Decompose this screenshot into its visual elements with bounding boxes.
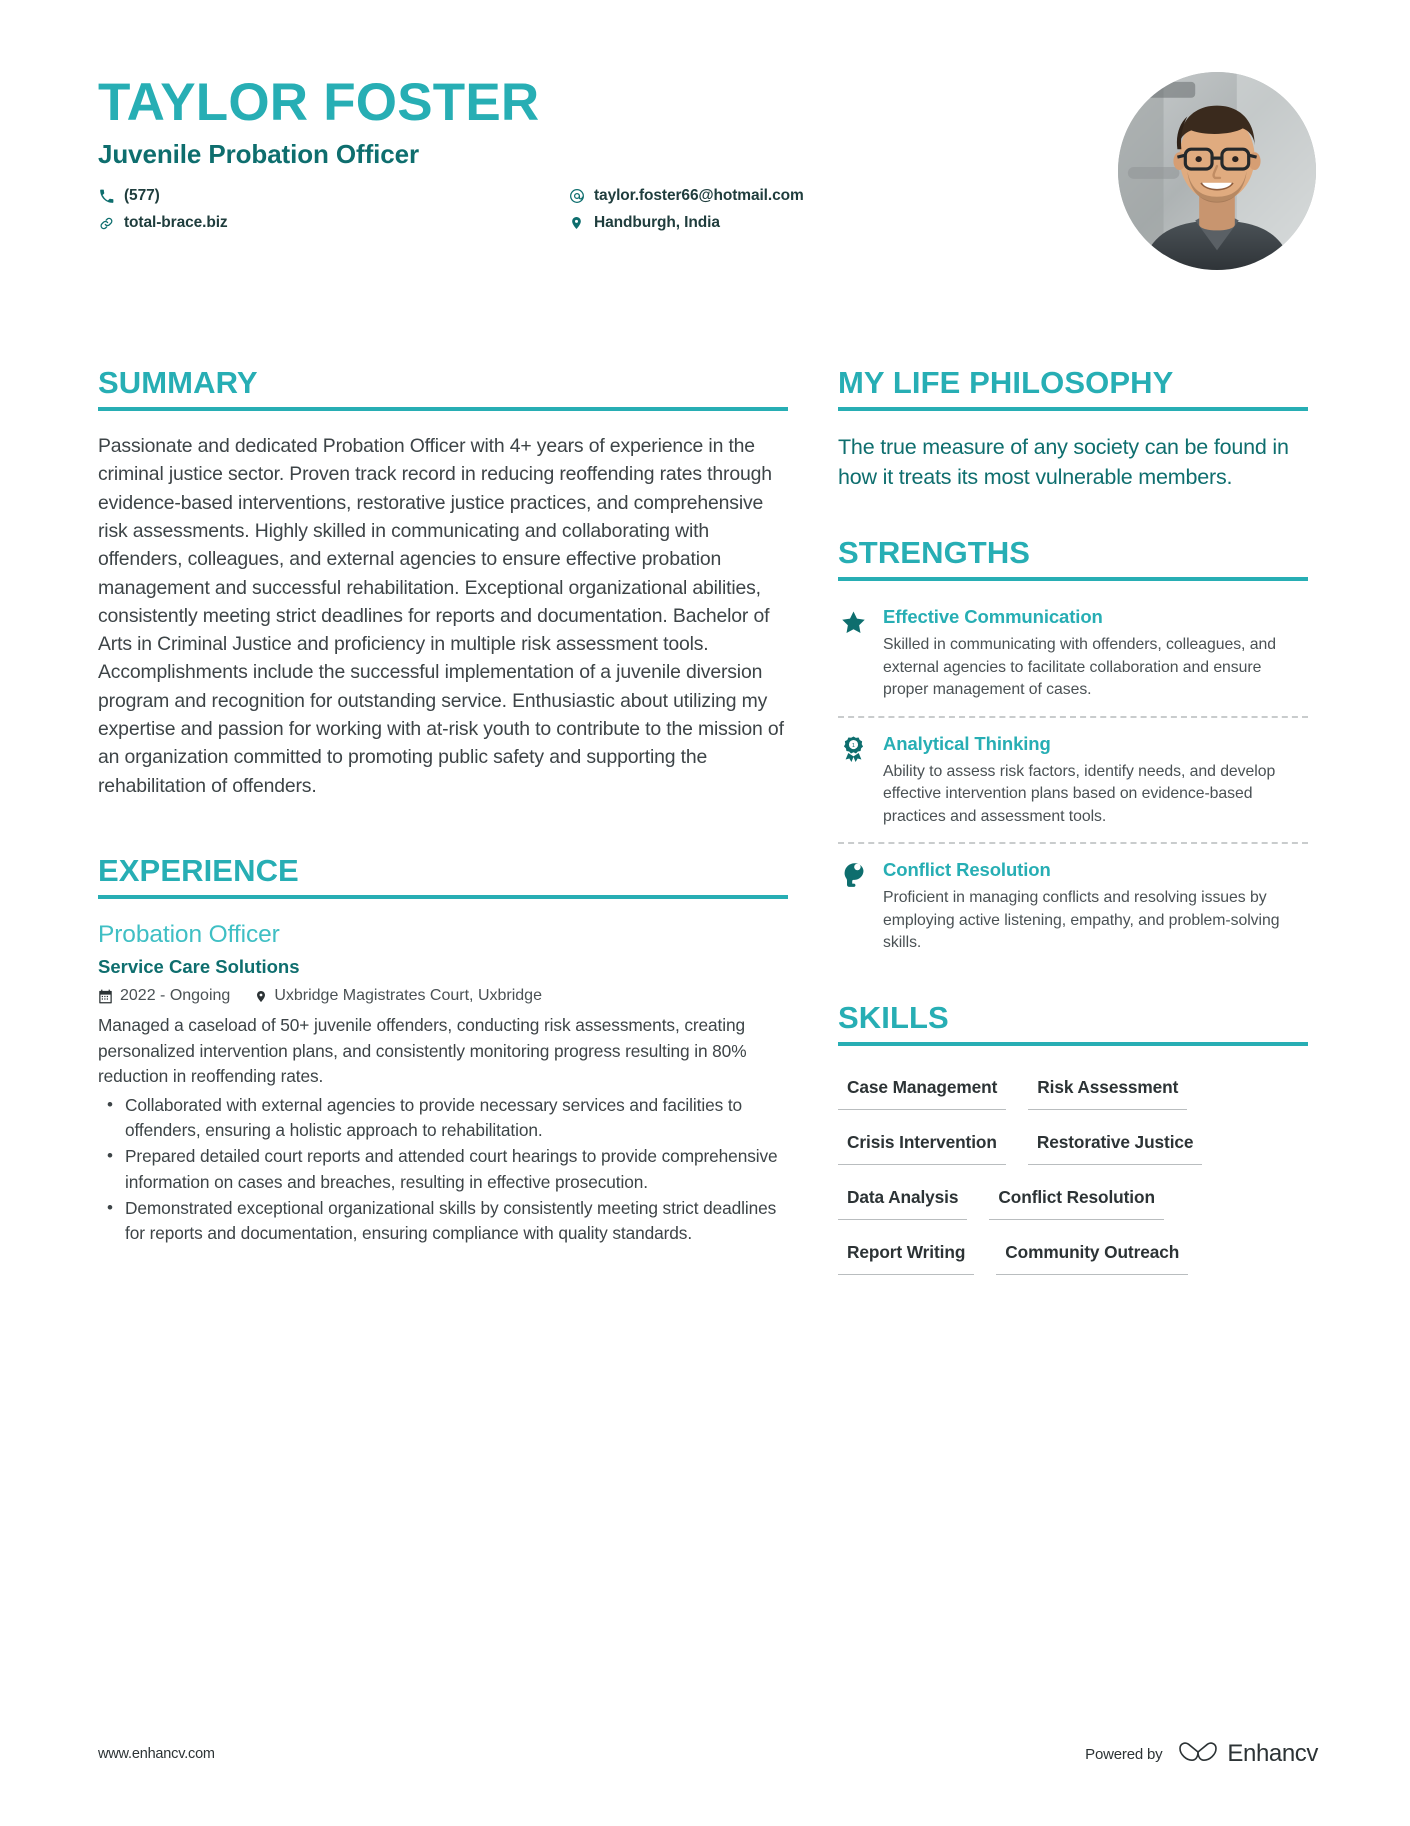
experience-dates bbox=[98, 987, 230, 1005]
strength-description: Proficient in managing conflicts and resolving issues by employing active listening, empathy, and problem-solving skills. bbox=[883, 889, 1280, 952]
location-icon bbox=[255, 989, 267, 1004]
experience-bullets bbox=[98, 1093, 788, 1246]
list-item: • Prepared detailed court reports and attended court hearings to provide comprehensive information on cases and breaches, resulting in effective prosecution. bbox=[98, 1144, 788, 1194]
experience-dates-value: 2022 - Ongoing bbox=[120, 987, 231, 1005]
resume-body bbox=[98, 366, 1318, 1293]
strength-item bbox=[838, 729, 1308, 829]
calendar-icon bbox=[98, 989, 113, 1004]
avatar bbox=[1118, 72, 1316, 270]
footer-url[interactable]: www.enhancv.com bbox=[98, 1746, 215, 1762]
contact-email[interactable] bbox=[568, 187, 878, 205]
experience-heading: EXPERIENCE bbox=[98, 852, 299, 888]
brand-name: Enhancv bbox=[1227, 1740, 1318, 1767]
strength-body bbox=[883, 733, 1308, 829]
location-icon bbox=[568, 215, 585, 231]
star-icon bbox=[838, 606, 868, 702]
contact-phone[interactable] bbox=[98, 187, 568, 205]
skills-heading: SKILLS bbox=[838, 999, 949, 1035]
experience-description: Managed a caseload of 50+ juvenile offenders, conducting risk assessments, creating personalized intervention plans, and consistently monitoring progress resulting in 80% reduction in reoffending rates. bbox=[98, 1015, 747, 1086]
experience-meta bbox=[98, 987, 788, 1005]
strength-name: Conflict Resolution bbox=[883, 859, 1051, 881]
list-item: • Demonstrated exceptional organizational skills by consistently meeting strict deadlines for reports and documentation, ensuring compliance with quality standards. bbox=[98, 1196, 788, 1246]
strength-body bbox=[883, 859, 1308, 955]
left-column bbox=[98, 366, 788, 1293]
philosophy-heading: MY LIFE PHILOSOPHY bbox=[838, 365, 1174, 400]
right-column bbox=[838, 366, 1308, 1293]
svg-text:1: 1 bbox=[851, 742, 855, 749]
summary-heading: SUMMARY bbox=[98, 365, 258, 400]
award-ribbon-icon bbox=[838, 733, 868, 829]
phone-icon bbox=[98, 189, 115, 204]
list-item: • Collaborated with external agencies to provide necessary services and facilities to offenders, ensuring a holistic approach to rehabilitation. bbox=[98, 1093, 788, 1143]
skill-tag[interactable]: Restorative Justice bbox=[1028, 1122, 1203, 1165]
section-divider bbox=[98, 895, 788, 899]
resume-header bbox=[98, 68, 1318, 308]
section-divider bbox=[838, 577, 1308, 581]
skill-tag[interactable]: Conflict Resolution bbox=[989, 1177, 1164, 1220]
contact-website[interactable] bbox=[98, 214, 568, 232]
skill-tag[interactable]: Community Outreach bbox=[996, 1232, 1188, 1275]
contact-phone-value: (577) bbox=[124, 187, 160, 205]
skill-tag[interactable]: Case Management bbox=[838, 1067, 1006, 1110]
contact-website-value: total-brace.biz bbox=[124, 214, 228, 232]
header-left bbox=[98, 68, 1118, 232]
strength-name: Effective Communication bbox=[883, 606, 1103, 628]
skills-list bbox=[838, 1067, 1308, 1287]
contact-location-value: Handburgh, India bbox=[594, 214, 720, 232]
section-summary bbox=[98, 366, 788, 800]
powered-by-label: Powered by bbox=[1085, 1745, 1163, 1763]
summary-text: Passionate and dedicated Probation Officer with 4+ years of experience in the criminal justice sector. Proven track record in reducing reoffending rates through evidence-based interventions, restorative justice practices, and comprehensive risk assessments. Highly skilled in communicating and collaborating with offenders, colleagues, and external agencies to ensure effective probation management and successful rehabilitation. Exceptional organizational abilities, consistently meeting strict deadlines for reports and documentation. Bachelor of Arts in Criminal Justice and proficiency in multiple risk assessment tools. Accomplishments include the successful implementation of a juvenile diversion program and recognition for outstanding service. Enthusiastic about utilizing my expertise and passion for working with at-risk youth to contribute to the mission of an organization committed to promoting public safety and supporting the rehabilitation of offenders. bbox=[98, 435, 784, 797]
skill-tag[interactable]: Risk Assessment bbox=[1028, 1067, 1187, 1110]
footer-branding bbox=[1085, 1740, 1318, 1768]
enhancv-logo bbox=[1178, 1740, 1318, 1768]
contact-email-value: taylor.foster66@hotmail.com bbox=[594, 187, 804, 205]
section-experience bbox=[98, 854, 788, 1246]
infinity-icon bbox=[1178, 1741, 1218, 1768]
experience-company: Service Care Solutions bbox=[98, 956, 300, 978]
section-divider bbox=[838, 407, 1308, 411]
section-skills bbox=[838, 1001, 1308, 1287]
experience-location bbox=[255, 987, 542, 1005]
link-icon bbox=[98, 216, 115, 231]
contact-location[interactable] bbox=[568, 214, 878, 232]
head-profile-icon bbox=[838, 859, 868, 955]
contact-list bbox=[98, 187, 878, 232]
skill-tag[interactable]: Crisis Intervention bbox=[838, 1122, 1006, 1165]
resume-footer bbox=[98, 1740, 1318, 1768]
page-title: TAYLOR FOSTER bbox=[98, 73, 540, 132]
strengths-heading: STRENGTHS bbox=[838, 535, 1031, 571]
section-divider bbox=[838, 1042, 1308, 1046]
email-icon bbox=[568, 188, 585, 204]
strength-item bbox=[838, 855, 1308, 955]
section-divider bbox=[98, 407, 788, 411]
strength-description: Ability to assess risk factors, identify needs, and develop effective intervention plans based on evidence-based practices and assessment tools. bbox=[883, 762, 1276, 825]
job-title: Juvenile Probation Officer bbox=[98, 139, 420, 170]
section-strengths bbox=[838, 536, 1308, 955]
section-philosophy bbox=[838, 366, 1308, 492]
experience-item bbox=[98, 920, 788, 1246]
strength-item bbox=[838, 602, 1308, 702]
strength-name: Analytical Thinking bbox=[883, 732, 1051, 754]
skill-tag[interactable]: Report Writing bbox=[838, 1232, 974, 1275]
strength-description: Skilled in communicating with offenders, colleagues, and external agencies to facilitate collaboration and ensure proper management of cases. bbox=[883, 636, 1276, 699]
experience-role: Probation Officer bbox=[98, 921, 280, 949]
strength-body bbox=[883, 606, 1308, 702]
skill-tag[interactable]: Data Analysis bbox=[838, 1177, 967, 1220]
experience-location-value: Uxbridge Magistrates Court, Uxbridge bbox=[274, 987, 542, 1005]
philosophy-quote: The true measure of any society can be found in how it treats its most vulnerable members. bbox=[838, 435, 1289, 490]
divider bbox=[838, 842, 1308, 844]
divider bbox=[838, 716, 1308, 718]
